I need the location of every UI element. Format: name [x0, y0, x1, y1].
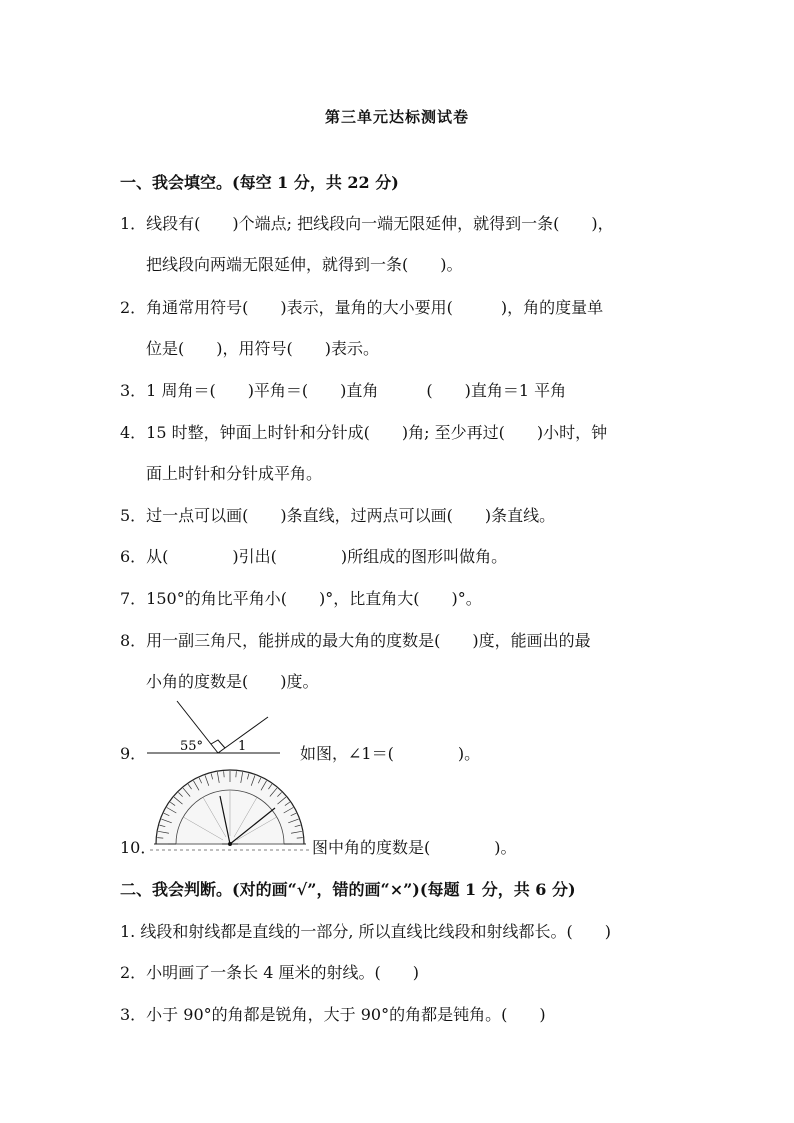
question-5: 5．过一点可以画( )条直线，过两点可以画( )条直线。: [120, 506, 556, 525]
question-4-line-2: 面上时针和分针成平角。: [146, 464, 323, 483]
question-9-text: 如图，∠1＝( )。: [300, 744, 481, 763]
protractor: [154, 770, 306, 846]
question-10-number: 10．: [120, 838, 157, 857]
section-1-heading: 一、我会填空。(每空 1 分，共 22 分): [120, 173, 399, 192]
question-7: 7．150°的角比平角小( )°，比直角大( )°。: [120, 589, 482, 608]
protractor-figure: [150, 768, 310, 854]
question-8-line-2: 小角的度数是( )度。: [146, 672, 319, 691]
question-1-line-2: 把线段向两端无限延伸，就得到一条( )。: [146, 255, 463, 274]
question-2-line-1: 2．角通常用符号( )表示，量角的大小要用( )，角的度量单: [120, 298, 604, 317]
angle-55-label: 55°: [180, 739, 204, 754]
angle-1-label: 1: [238, 739, 247, 754]
question-2-line-2: 位是( )，用符号( )表示。: [146, 339, 379, 358]
question-8-line-1: 8．用一副三角尺，能拼成的最大角的度数是( )度，能画出的最: [120, 631, 591, 650]
angle-figure: [140, 697, 285, 759]
question-9-number: 9．: [120, 744, 147, 763]
protractor-center: [228, 842, 232, 846]
question-1-line-1: 1．线段有( )个端点; 把线段向一端无限延伸，就得到一条( )，: [120, 214, 614, 233]
question-10-text: 图中角的度数是( )。: [312, 838, 517, 857]
judge-question-2: 2．小明画了一条长 4 厘米的射线。( ): [120, 963, 420, 982]
page-title: 第三单元达标测试卷: [324, 108, 469, 126]
section-2-heading: 二、我会判断。(对的画“√”，错的画“×”)(每题 1 分，共 6 分): [120, 880, 576, 899]
question-4-line-1: 4．15 时整，钟面上时针和分针成( )角; 至少再过( )小时，钟: [120, 423, 608, 442]
question-3: 3．1 周角＝( )平角＝( )直角 ( )直角＝1 平角: [120, 381, 567, 400]
judge-question-1: 1. 线段和射线都是直线的一部分, 所以直线比线段和射线都长。( ): [120, 922, 612, 941]
question-6: 6．从( )引出( )所组成的图形叫做角。: [120, 547, 508, 566]
judge-question-3: 3．小于 90°的角都是锐角，大于 90°的角都是钝角。( ): [120, 1005, 546, 1024]
